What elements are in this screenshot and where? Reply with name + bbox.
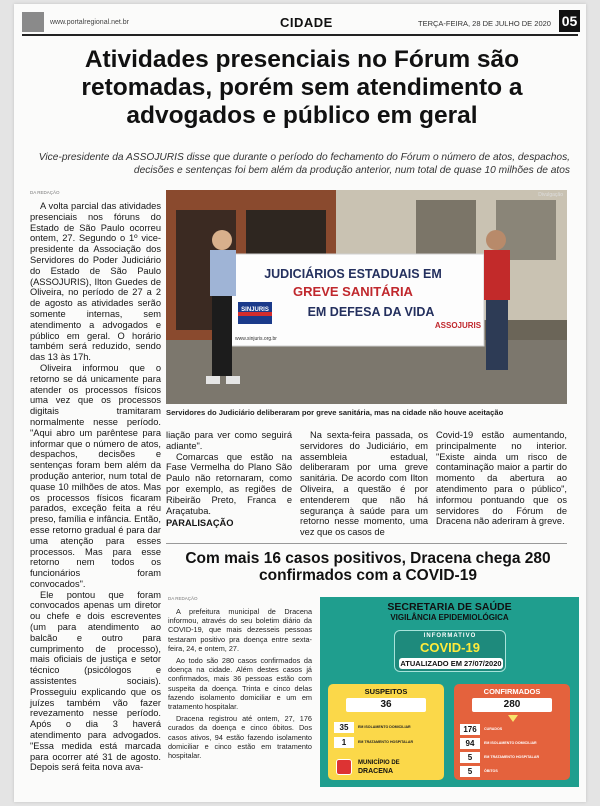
municipality-label-2: DRACENA — [358, 768, 393, 775]
stat-row — [334, 722, 438, 733]
covid-badge — [394, 630, 506, 672]
covid-column — [168, 607, 312, 763]
assojuris-label: ASSOJURIS — [434, 321, 482, 330]
banner-url: www.sinjuris.org.br — [235, 336, 277, 342]
municipality-crest-icon — [336, 759, 352, 775]
stat-row — [460, 738, 564, 749]
page-number: 05 — [559, 10, 580, 32]
stat-value: 176 — [460, 724, 480, 735]
newspaper-page — [14, 4, 586, 802]
stat-row — [460, 766, 564, 777]
divider — [166, 543, 567, 544]
stat-value: 94 — [460, 738, 480, 749]
paragraph: Covid-19 estão aumentando, principalmente no interior. "Existe ainda um risco de contaminação maior a partir do momento da abertura ao atendimento para o público", informou pontuando que os servidores do Fórum de Dracena não aderiram à greve. — [436, 430, 567, 527]
stat-row — [460, 724, 564, 735]
stat-row — [460, 752, 564, 763]
confirmed-panel — [454, 684, 570, 780]
paragraph: Dracena registrou até ontem, 27, 176 curados da doença e cinco óbitos. Dos casos ativos, 94 estão fazendo isolamento domiciliar e cinco estão em tratamento hospitalar. — [168, 714, 312, 761]
site-url[interactable]: www.portalregional.net.br — [50, 19, 129, 26]
paragraph: Ao todo são 280 casos confirmados da doença na cidade. Além destes casos já confirmados, mais 36 pessoas estão com suspeita da doença. Trinta e cinco delas fazendo isolamento domiciliar e um em tratamento hospitalar. — [168, 656, 312, 712]
stat-value: 5 — [460, 752, 480, 763]
municipality-label-1: MUNICÍPIO DE — [358, 760, 400, 766]
paragraph: Ele pontou que foram convocados apenas um diretor ou chefe e dois escreventes (um para atendimento ao balcão e outro para cumprimento de processo), mais oficiais de justiça e setor técnico (psicólogos e assistentes sociais). Prosseguiu explicando que os juízes também vão fazer revezamento nesse período. Após o dia 3 haverá atendimento para advogados. "Essa medida está marcada para ocorrer até 31 de agosto. Depois será feita nova ava- — [30, 589, 161, 773]
paragraph: A prefeitura municipal de Dracena informou, através do seu boletim diário da COVID-19, que mais dezesseis pessoas testaram positivo pra doença entre sexta-feira, 24, e ontem, 27. — [168, 607, 312, 653]
stat-label: EM ISOLAMENTO DOMICILIAR — [484, 741, 537, 745]
banner-line-2: GREVE SANITÁRIA — [293, 284, 413, 299]
banner-line-1: JUDICIÁRIOS ESTADUAIS EM — [264, 267, 442, 281]
article-column-2 — [166, 430, 292, 529]
banner-line-3: EM DEFESA DA VIDA — [307, 305, 435, 319]
paragraph: A volta parcial das atividades presenciais nos fóruns do Estado de São Paulo ocorreu ontem, 27. Segundo o 1º vice-presidente da Associação dos Servidores do Poder Judiciário do Estado de São Paulo (ASSOJURIS), Ilton Guedes de Oliveira, no período de 27 a 2 de agosto as atividades serão somente internas, sem atendimento a advogados e público em geral. O horário também será reduzido, sendo das 13 às 17h. — [30, 201, 161, 363]
section-subtitle: PARALISAÇÃO — [166, 518, 234, 529]
badge-label: INFORMATIVO — [423, 633, 477, 639]
stat-row — [334, 737, 438, 748]
infographic-title: SECRETARIA DE SAÚDE — [387, 601, 512, 613]
person-left — [212, 230, 232, 250]
protest-photo — [166, 190, 567, 404]
stat-label: ÓBITOS — [484, 769, 498, 773]
covid-headline: Com mais 16 casos positivos, Dracena chega 280 confirmados com a COVID-19 — [185, 550, 551, 584]
page-header — [22, 10, 578, 36]
infographic-subtitle: VIGILÂNCIA EPIDEMIOLÓGICA — [390, 613, 509, 622]
photo-caption: Servidores do Judiciário deliberaram por greve sanitária, mas na cidade não houve aceitação — [166, 408, 504, 417]
covid-infographic — [320, 597, 579, 787]
confirmed-total: 280 — [472, 698, 552, 712]
suspects-label: SUSPEITOS — [364, 687, 408, 696]
confirmed-label: CONFIRMADOS — [483, 687, 541, 696]
covid-credit: DA REDAÇÃO — [168, 596, 198, 601]
paragraph: Oliveira informou que o retorno se dá unicamente para atender os processos físicos uma vez que os processos digitais tramitaram normalmente nesse período. "Aqui abro um parêntese para informar que o número de atos, despachos, decisões e sentenças foram bem além da produção anterior, num total de quase 10 milhões de atos. Mas os processos físicos ficaram parados, exceção feita a réu preso, família e infância. Então, esse retorno gradual é para dar uma atenção para esses processos. Mas para esse retorno nem todos os funcionários foram convocados". — [30, 362, 161, 589]
sinjuris-label: SINJURIS — [241, 307, 269, 313]
stat-label: EM ISOLAMENTO DOMICILIAR — [358, 725, 411, 729]
stat-value: 1 — [334, 737, 354, 748]
arrow-down-icon — [508, 715, 518, 722]
article-lead: Vice-presidente da ASSOJURIS disse que durante o período do fechamento do Fórum o número de atos, despachos, decisões e sentenças foi bem além da produção anterior, num total de quase 10 milhões de atos — [38, 152, 570, 176]
paragraph: liação para ver como seguirá adiante". — [166, 430, 292, 451]
paragraph: Na sexta-feira passada, os servidores do Judiciário, em assembleia estadual, deliberaram por uma greve sanitária. De acordo com Ilton Oliveira, a questão é por entenderem que não há segurança à saúde para um retorno nesse momento, uma vez que os casos de — [300, 430, 428, 538]
section-title: CIDADE — [280, 15, 333, 30]
stat-label: CURADOS — [484, 727, 503, 731]
update-date: ATUALIZADO EM 27/07/2020 — [400, 659, 502, 668]
suspects-total: 36 — [346, 698, 426, 712]
article-credit: DA REDAÇÃO — [30, 190, 60, 195]
article-headline: Atividades presenciais no Fórum são retomadas, porém sem atendimento a advogados e público em geral — [81, 46, 523, 129]
stat-label: EM TRATAMENTO HOSPITALAR — [484, 755, 540, 759]
article-column-4 — [436, 430, 567, 527]
person-right — [486, 230, 506, 250]
header-logo-block — [22, 12, 44, 32]
article-column-3 — [300, 430, 428, 538]
stat-value: 5 — [460, 766, 480, 777]
stat-value: 35 — [334, 722, 354, 733]
article-photo — [166, 190, 567, 404]
article-column-1 — [30, 201, 161, 773]
badge-title: COVID-19 — [420, 640, 480, 655]
photo-credit: Divulgação — [538, 192, 563, 198]
stat-label: EM TRATAMENTO HOSPITALAR — [358, 740, 414, 744]
edition-date: TERÇA-FEIRA, 28 DE JULHO DE 2020 — [418, 19, 551, 28]
paragraph: Comarcas que estão na Fase Vermelha do Plano São Paulo não retornaram, como por exemplo, as regiões de Ribeirão Preto, Franca e Araçatuba. — [166, 451, 292, 516]
municipality-logo — [330, 757, 446, 777]
